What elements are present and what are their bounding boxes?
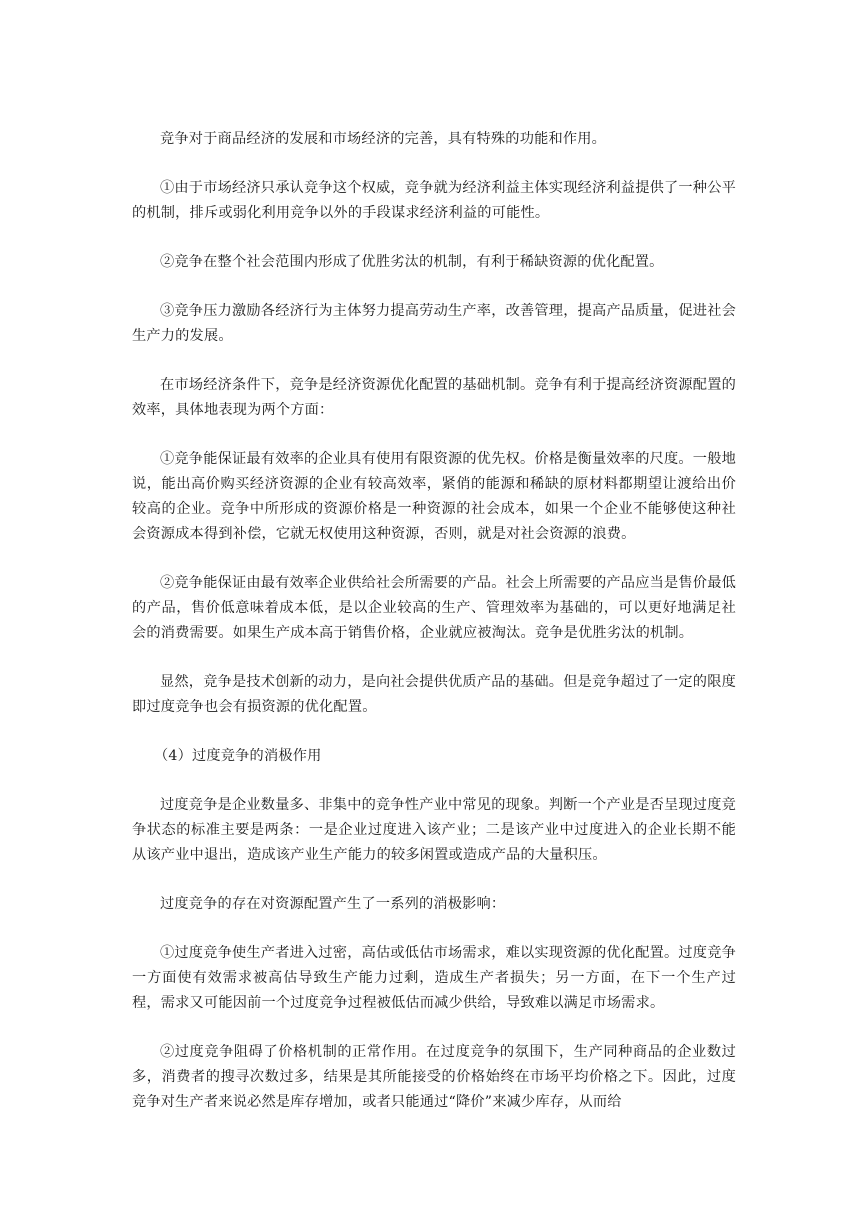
paragraph-excessive-impacts: 过度竞争的存在对资源配置产生了一系列的消极影响： [160,896,506,912]
paragraph-efficiency-2: ②竞争能保证由最有效率企业供给社会所需要的产品。社会上所需要的产品应当是售价最低的产品，售价低意味着成本低，是以企业较高的生产、管理效率为基础的，可以更好地满足社会的消费需要。如果生产成本高于销售价格，企业就应被淘汰。竞争是优胜劣汰的机制。 [132,575,736,641]
paragraph-point-2: ②竞争在整个社会范围内形成了优胜劣汰的机制，有利于稀缺资源的优化配置。 [160,254,664,270]
paragraph-efficiency-1: ①竞争能保证最有效率的企业具有使用有限资源的优先权。价格是衡量效率的尺度。一般地说，能出高价购买经济资源的企业有较高效率，紧俏的能源和稀缺的原材料都期望让渡给出价较高的企业。竞争中所形成的资源价格是一种资源的社会成本，如果一个企业不能够使这种社会资源成本得到补偿，它就无权使用这种资源，否则，就是对社会资源的浪费。 [132,451,736,542]
document-body [132,127,736,1139]
paragraph-excessive-definition: 过度竞争是企业数量多、非集中的竞争性产业中常见的现象。判断一个产业是否呈现过度竞争状态的标准主要是两条：一是企业过度进入该产业；二是该产业中过度进入的企业长期不能从该产业中退出，造成该产业生产能力的较多闲置或造成产品的大量积压。 [132,797,736,863]
paragraph-market-economy: 在市场经济条件下，竞争是经济资源优化配置的基础机制。竞争有利于提高经济资源配置的效率，具体地表现为两个方面： [132,377,736,418]
paragraph-impact-2: ②过度竞争阻碍了价格机制的正常作用。在过度竞争的氛围下，生产同种商品的企业数过多，消费者的搜寻次数过多，结果是其所能接受的价格始终在市场平均价格之下。因此，过度竞争对生产者来说必然是库存增加，或者只能通过“降价”来减少库存，从而给 [132,1044,736,1110]
paragraph-conclusion: 显然，竞争是技术创新的动力，是向社会提供优质产品的基础。但是竞争超过了一定的限度即过度竞争也会有损资源的优化配置。 [132,674,736,715]
paragraph-intro: 竞争对于商品经济的发展和市场经济的完善，具有特殊的功能和作用。 [160,131,607,147]
paragraph-point-1: ①由于市场经济只承认竞争这个权威，竞争就为经济利益主体实现经济利益提供了一种公平的机制，排斥或弱化利用竞争以外的手段谋求经济利益的可能性。 [132,180,736,221]
paragraph-point-3: ③竞争压力激励各经济行为主体努力提高劳动生产率，改善管理，提高产品质量，促进社会生产力的发展。 [132,303,736,344]
section-heading: （4）过度竞争的消极作用 [154,748,322,764]
paragraph-impact-1: ①过度竞争使生产者进入过密，高估或低估市场需求，难以实现资源的优化配置。过度竞争一方面使有效需求被高估导致生产能力过剩，造成生产者损失；另一方面，在下一个生产过程，需求又可能因前一个过度竞争过程被低估而减少供给，导致难以满足市场需求。 [132,945,736,1011]
